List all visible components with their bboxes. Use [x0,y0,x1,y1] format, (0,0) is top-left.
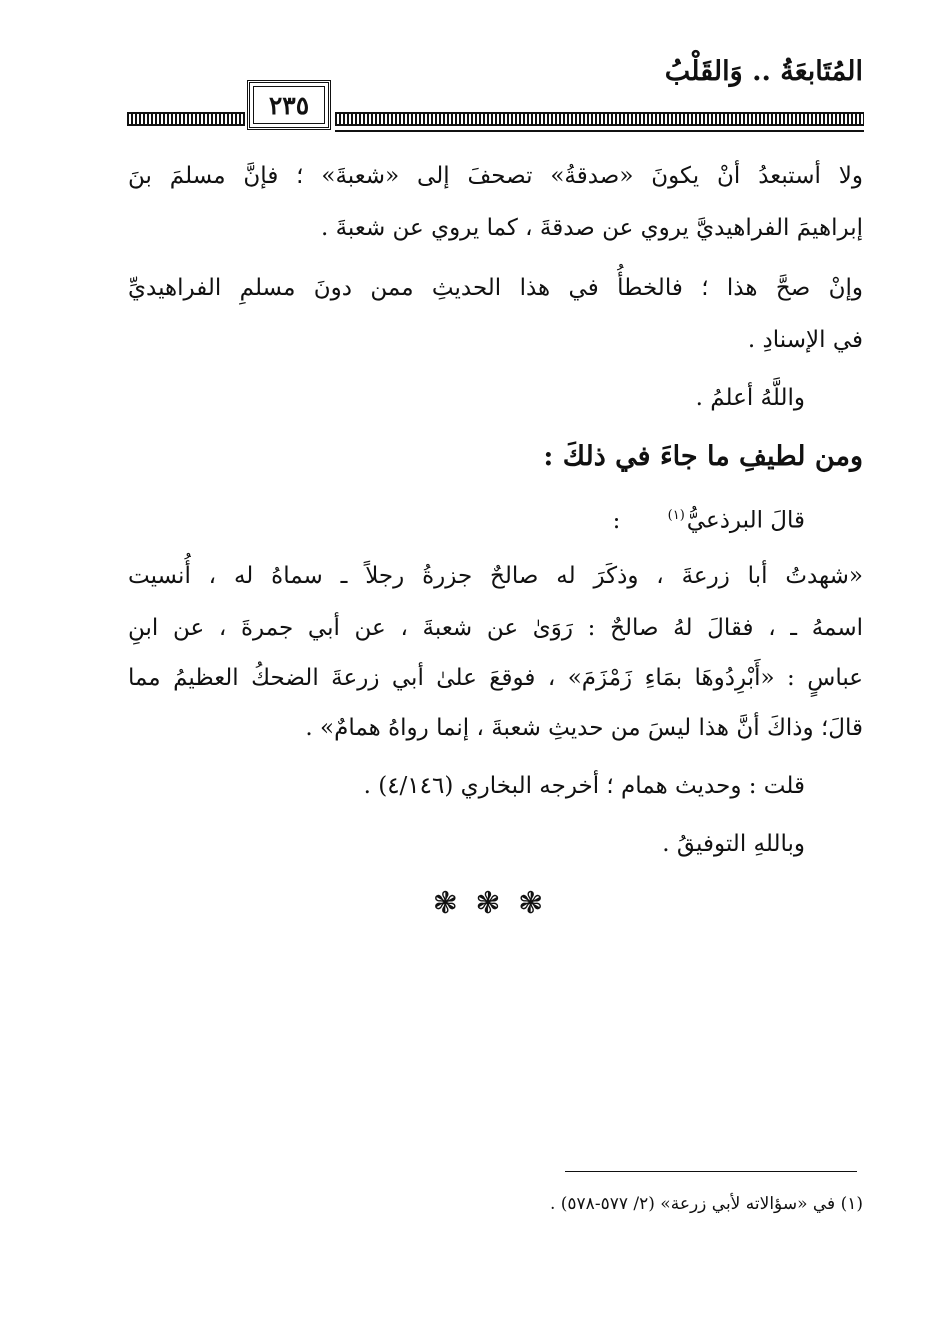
quote-line-2: اسمهُ ـ ، فقالَ لهُ صالحٌ : رَوَىٰ عن شعبةَ ، عن أبي جمرةَ ، عن ابنِ [128,615,863,641]
quote-line-4: قالَ؛ وذاكَ أنَّ هذا ليسَ من حديثِ شعبةَ ، إنما رواهُ همامٌ» . [305,715,863,741]
section-heading: ومن لطيفِ ما جاءَ في ذلكَ : [543,441,863,472]
paragraph-1-line-1: ولا أستبعدُ أنْ يكونَ «صدقةُ» تصحفَ إلى «شعبةَ» ؛ فإنَّ مسلمَ بنَ [128,163,863,189]
footnote-marker: (١) [667,508,685,523]
running-title: المُتَابعَةُ .. وَالقَلْبُ [664,56,863,87]
paragraph-6: وباللهِ التوفيقُ . [662,831,805,857]
paragraph-1-line-2: إبراهيمَ الفراهيديَّ يروي عن صدقةَ ، كما يروي عن شعبةَ . [320,215,863,241]
attribution-colon: : [612,507,621,534]
paragraph-2-line-1: وإنْ صحَّ هذا ؛ فالخطأُ في هذا الحديثِ ممن دونَ مسلمِ الفراهيديِّ [128,275,863,301]
footnote-rule [565,1171,857,1172]
header-rule-thin [335,130,864,132]
paragraph-2-line-2: في الإسنادِ . [747,327,863,353]
footnote: (١) في «سؤالاته لأبي زرعة» (٢/ ٥٧٧-٥٧٨) . [549,1194,863,1214]
attribution-line [613,502,805,535]
paragraph-5: قلت : وحديث همام ؛ أخرجه البخاري (٤/١٤٦) . [363,773,805,799]
section-separator: ❃ ❃ ❃ [432,886,548,921]
header-rule-right [335,112,864,126]
attribution-text: قالَ البرذعيُّ [686,507,805,534]
quote-line-3: عباسٍ : «أَبْرِدُوهَا بمَاءِ زَمْزَمَ» ، فوقعَ علىٰ أبي زرعةَ الضحكُ العظيمُ مما [128,665,863,691]
paragraph-3: واللَّهُ أعلمُ . [695,385,805,411]
quote-line-1: «شهدتُ أبا زرعةَ ، وذكَرَ له صالحٌ جزرةُ رجلاً ـ سماهُ له ، أُنسيت [128,563,863,589]
page-number-text: ٢٣٥ [268,90,310,120]
header-rule-left [127,112,245,126]
page-number [247,80,331,130]
